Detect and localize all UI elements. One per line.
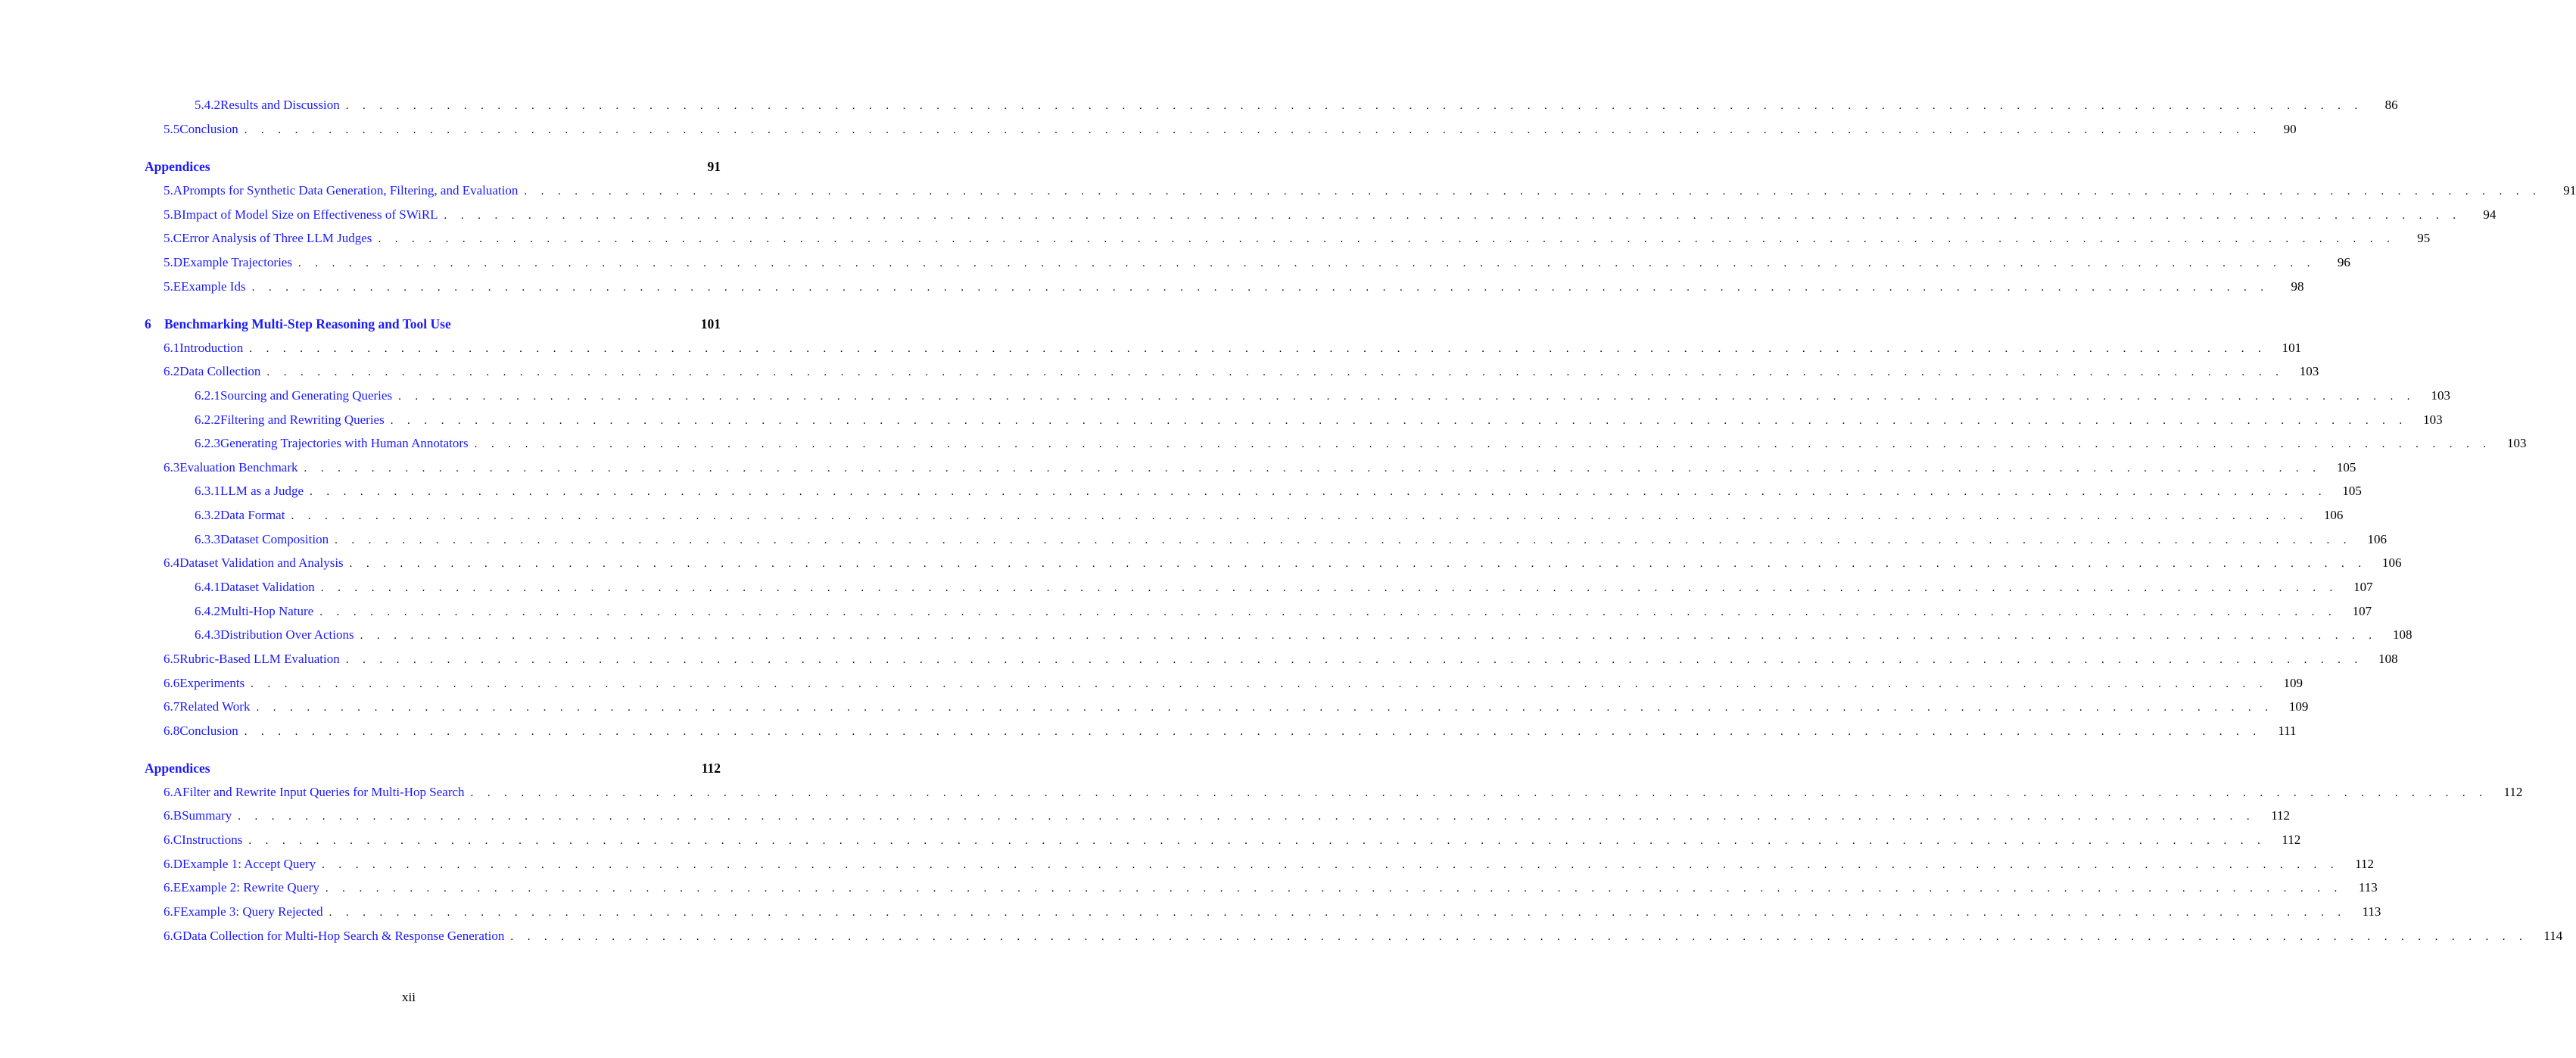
toc-page-number: 114 bbox=[2543, 929, 2563, 943]
page-number: xii bbox=[402, 990, 416, 1004]
toc-entry-number: 6.D bbox=[164, 857, 183, 871]
toc-page-number: 95 bbox=[2417, 231, 2431, 245]
toc-entry-title[interactable]: Data Collection for Multi-Hop Search & Response Generation bbox=[182, 929, 505, 943]
toc-entry-number: 6.2.2 bbox=[195, 412, 220, 427]
toc-section-entry[interactable] bbox=[164, 363, 2319, 381]
toc-section-entry[interactable] bbox=[164, 182, 2576, 200]
toc-entry-number: 6.6 bbox=[164, 676, 180, 690]
toc-leader-dots: . . . . . . . . . . . . . . . . . . . . . . . . . . . . . . . . . . . . . . . . . . . . . . . . . . . . . . . . . . . . . . . . . . . . . . . . . . . . . . . . . . . . . . . . . . . . . . . . . . . . . . . . . . . . . . . . . . . . . . . . bbox=[329, 907, 2347, 919]
toc-leader-dots: . . . . . . . . . . . . . . . . . . . . . . . . . . . . . . . . . . . . . . . . . . . . . . . . . . . . . . . . . . . . . . . . . . . . . . . . . . . . . . . . . . . . . . . . . . . . . . . . . . . . . . . . . . . . . . . . . . . . . . . . bbox=[398, 391, 2416, 403]
toc-entry-title[interactable]: Data Collection bbox=[179, 364, 261, 378]
toc-entry-title[interactable]: Related Work bbox=[179, 699, 251, 714]
toc-page-number: 96 bbox=[2337, 255, 2350, 269]
toc-page-number: 105 bbox=[2336, 460, 2356, 475]
toc-entry-title[interactable]: Conclusion bbox=[179, 122, 238, 136]
toc-page-number: 112 bbox=[2355, 857, 2374, 871]
toc-entry-number: 6.3.1 bbox=[195, 484, 220, 498]
toc-entry-title[interactable]: Experiments bbox=[179, 676, 245, 690]
toc-entry-title[interactable]: Example Trajectories bbox=[182, 255, 292, 269]
toc-entry-number: 6.4 bbox=[164, 555, 180, 570]
toc-leader-dots: . . . . . . . . . . . . . . . . . . . . . . . . . . . . . . . . . . . . . . . . . . . . . . . . . . . . . . . . . . . . . . . . . . . . . . . . . . . . . . . . . . . . . . . . . . . . . . . . . . . . . . . . . . . . . . . . . . . . . . . . bbox=[378, 233, 2396, 245]
toc-entry-title[interactable]: Dataset Composition bbox=[220, 532, 329, 546]
toc-leader-dots: . . . . . . . . . . . . . . . . . . . . . . . . . . . . . . . . . . . . . . . . . . . . . . . . . . . . . . . . . . . . . . . . . . . . . . . . . . . . . . . . . . . . . . . . . . . . . . . . . . . . . . . . . . . . . . . . . . . . . . . . bbox=[524, 185, 2542, 198]
toc-page-number: 107 bbox=[2352, 604, 2372, 618]
toc-section-entry[interactable] bbox=[164, 254, 2350, 272]
toc-entry-title[interactable]: LLM as a Judge bbox=[220, 484, 304, 498]
toc-leader-dots: . . . . . . . . . . . . . . . . . . . . . . . . . . . . . . . . . . . . . . . . . . . . . . . . . . . . . . . . . . . . . . . . . . . . . . . . . . . . . . . . . . . . . . . . . . . . . . . . . . . . . . . . . . . . . . . . . . . . . . . . bbox=[244, 124, 2262, 136]
toc-leader-dots: . . . . . . . . . . . . . . . . . . . . . . . . . . . . . . . . . . . . . . . . . . . . . . . . . . . . . . . . . . . . . . . . . . . . . . . . . . . . . . . . . . . . . . . . . . . . . . . . . . . . . . . . . . . . . . . . . . . . . . . . bbox=[320, 582, 2338, 594]
toc-entry-number: 6.3.3 bbox=[195, 532, 220, 546]
toc-leader-dots: . . . . . . . . . . . . . . . . . . . . . . . . . . . . . . . . . . . . . . . . . . . . . . . . . . . . . . . . . . . . . . . . . . . . . . . . . . . . . . . . . . . . . . . . . . . . . . . . . . . . . . . . . . . . . . . . . . . . . . . . bbox=[390, 415, 2408, 427]
toc-entry-title[interactable]: Results and Discussion bbox=[220, 98, 340, 112]
toc-page-number: 90 bbox=[2283, 122, 2297, 136]
toc-leader-dots: . . . . . . . . . . . . . . . . . . . . . . . . . . . . . . . . . . . . . . . . . . . . . . . . . . . . . . . . . . . . . . . . . . . . . . . . . . . . . . . . . . . . . . . . . . . . . . . . . . . . . . . . . . . . . . . . . . . . . . . . bbox=[319, 606, 2338, 618]
toc-entry-number: 6.3 bbox=[164, 460, 180, 475]
toc-entry-number: 6.1 bbox=[164, 341, 180, 355]
toc-entry-title[interactable]: Summary bbox=[182, 808, 232, 823]
toc-section-entry[interactable] bbox=[164, 831, 2301, 849]
toc-leader-dots: . . . . . . . . . . . . . . . . . . . . . . . . . . . . . . . . . . . . . . . . . . . . . . . . . . . . . . . . . . . . . . . . . . . . . . . . . . . . . . . . . . . . . . . . . . . . . . . . . . . . . . . . . . . . . . . . . . . . . . . . bbox=[244, 726, 2262, 738]
toc-section-entry[interactable] bbox=[164, 903, 2381, 921]
toc-subsection-entry[interactable] bbox=[195, 96, 2398, 114]
toc-entry-number: 5.4.2 bbox=[195, 98, 220, 112]
toc-entry-number: 6.2.3 bbox=[195, 436, 220, 450]
toc-subsection-entry[interactable] bbox=[195, 506, 2344, 524]
toc-section-entry[interactable] bbox=[164, 698, 2309, 716]
toc-entry-title[interactable]: Sourcing and Generating Queries bbox=[220, 388, 393, 403]
toc-leader-dots: . . . . . . . . . . . . . . . . . . . . . . . . . . . . . . . . . . . . . . . . . . . . . . . . . . . . . . . . . . . . . . . . . . . . . . . . . . . . . . . . . . . . . . . . . . . . . . . . . . . . . . . . . . . . . . . . . . . . . . . . bbox=[291, 510, 2309, 522]
toc-entry-title[interactable]: Data Format bbox=[220, 508, 285, 522]
toc-page-number: 106 bbox=[2367, 532, 2387, 546]
toc-page-number: 106 bbox=[2323, 508, 2344, 522]
toc-leader-dots: . . . . . . . . . . . . . . . . . . . . . . . . . . . . . . . . . . . . . . . . . . . . . . . . . . . . . . . . . . . . . . . . . . . . . . . . . . . . . . . . . . . . . . . . . . . . . . . . . . . . . . . . . . . . . . . . . . . . . . . . bbox=[297, 257, 2316, 269]
toc-entry-number: 5.C bbox=[164, 231, 182, 245]
toc-section-entry[interactable] bbox=[164, 807, 2291, 825]
toc-page-number: 105 bbox=[2342, 484, 2362, 498]
toc-entry-title[interactable]: Instructions bbox=[182, 832, 243, 847]
toc-entry-number: 6.B bbox=[164, 808, 182, 823]
toc-chapter-entry[interactable] bbox=[145, 759, 721, 777]
toc-section-entry[interactable] bbox=[164, 722, 2297, 740]
toc-subsection-entry[interactable] bbox=[195, 578, 2373, 596]
toc-entry-title[interactable]: Example Ids bbox=[181, 279, 246, 294]
toc-entry-title[interactable]: Dataset Validation and Analysis bbox=[179, 555, 344, 570]
toc-subsection-entry[interactable] bbox=[195, 602, 2372, 621]
toc-entry-number: 6.A bbox=[164, 785, 183, 799]
toc-entry-title[interactable]: Example 3: Query Rejected bbox=[180, 904, 323, 919]
toc-leader-dots: . . . . . . . . . . . . . . . . . . . . . . . . . . . . . . . . . . . . . . . . . . . . . . . . . . . . . . . . . . . . . . . . . . . . . . . . . . . . . . . . . . . . . . . . . . . . . . . . . . . . . . . . . . . . . . . . . . . . . . . . bbox=[335, 534, 2352, 546]
toc-entry-title[interactable]: Filtering and Rewriting Queries bbox=[220, 412, 385, 427]
toc-leader-dots: . . . . . . . . . . . . . . . . . . . . . . . . . . . . . . . . . . . . . . . . . . . . . . . . . . . . . . . . . . . . . . . . . . . . . . . . . . . . . . . . . . . . . . . . . . . . . . . . . . . . . . . . . . . . . . . . . . . . . . . . bbox=[470, 787, 2488, 799]
toc-page-number: 98 bbox=[2291, 279, 2304, 294]
toc-page-number: 94 bbox=[2483, 207, 2497, 222]
toc-page-number: 113 bbox=[2358, 880, 2378, 895]
toc-page-number: 91 bbox=[2563, 183, 2576, 198]
toc-page-number: 112 bbox=[701, 761, 721, 776]
toc-entry-title[interactable]: Impact of Model Size on Effectiveness of SWiRL bbox=[182, 207, 438, 222]
toc-section-entry[interactable] bbox=[164, 927, 2563, 945]
toc-section-entry[interactable] bbox=[164, 855, 2374, 873]
toc-page-number: 103 bbox=[2423, 412, 2443, 427]
toc-entry-title[interactable]: Multi-Hop Nature bbox=[220, 604, 314, 618]
toc-page-number: 106 bbox=[2382, 555, 2402, 570]
toc-entry-number: 6.E bbox=[164, 880, 182, 895]
toc-leader-dots: . . . . . . . . . . . . . . . . . . . . . . . . . . . . . . . . . . . . . . . . . . . . . . . . . . . . . . . . . . . . . . . . . . . . . . . . . . . . . . . . . . . . . . . . . . . . . . . . . . . . . . . . . . . . . . . . . . . . . . . . bbox=[510, 931, 2528, 943]
toc-subsection-entry[interactable] bbox=[195, 387, 2450, 405]
toc-page-number: 112 bbox=[2503, 785, 2523, 799]
toc-entry-title[interactable]: Rubric-Based LLM Evaluation bbox=[179, 652, 340, 666]
toc-subsection-entry[interactable] bbox=[195, 411, 2443, 429]
toc-entry-number: 6.4.1 bbox=[195, 580, 220, 594]
toc-entry-number: 6.7 bbox=[164, 699, 180, 714]
toc-entry-number: 6.8 bbox=[164, 723, 180, 738]
toc-page-number: 103 bbox=[2507, 436, 2527, 450]
toc-page-number: 103 bbox=[2299, 364, 2319, 378]
toc-leader-dots: . . . . . . . . . . . . . . . . . . . . . . . . . . . . . . . . . . . . . . . . . . . . . . . . . . . . . . . . . . . . . . . . . . . . . . . . . . . . . . . . . . . . . . . . . . . . . . . . . . . . . . . . . . . . . . . . . . . . . . . . bbox=[251, 282, 2269, 294]
toc-entry-title[interactable]: Benchmarking Multi-Step Reasoning and Tool Use bbox=[164, 316, 451, 331]
toc-leader-dots: . . . . . . . . . . . . . . . . . . . . . . . . . . . . . . . . . . . . . . . . . . . . . . . . . . . . . . . . . . . . . . . . . . . . . . . . . . . . . . . . . . . . . . . . . . . . . . . . . . . . . . . . . . . . . . . . . . . . . . . . bbox=[360, 630, 2378, 642]
toc-entry-title[interactable]: Evaluation Benchmark bbox=[179, 460, 298, 475]
toc-leader-dots: . . . . . . . . . . . . . . . . . . . . . . . . . . . . . . . . . . . . . . . . . . . . . . . . . . . . . . . . . . . . . . . . . . . . . . . . . . . . . . . . . . . . . . . . . . . . . . . . . . . . . . . . . . . . . . . . . . . . . . . . bbox=[322, 859, 2339, 871]
toc-entry-number: 6 bbox=[145, 316, 151, 331]
toc-section-entry[interactable] bbox=[164, 206, 2497, 224]
toc-page-number: 91 bbox=[707, 159, 721, 174]
toc-entry-title[interactable]: Example 1: Accept Query bbox=[182, 857, 316, 871]
toc-chapter-entry[interactable] bbox=[145, 157, 721, 176]
toc-entry-title[interactable]: Distribution Over Actions bbox=[220, 627, 354, 642]
toc-entry-title[interactable]: Appendices bbox=[145, 761, 210, 776]
toc-entry-number: 5.5 bbox=[164, 122, 180, 136]
toc-entry-number: 6.4.2 bbox=[195, 604, 220, 618]
toc-section-entry[interactable] bbox=[164, 459, 2356, 477]
toc-subsection-entry[interactable] bbox=[195, 531, 2387, 549]
toc-leader-dots: . . . . . . . . . . . . . . . . . . . . . . . . . . . . . . . . . . . . . . . . . . . . . . . . . . . . . . . . . . . . . . . . . . . . . . . . . . . . . . . . . . . . . . . . . . . . . . . . . . . . . . . . . . . . . . . . . . . . . . . . bbox=[444, 210, 2462, 222]
toc-entry-number: 6.5 bbox=[164, 652, 180, 666]
toc-entry-number: 5.E bbox=[164, 279, 182, 294]
toc-page-number: 108 bbox=[2392, 627, 2412, 642]
toc-leader-dots: . . . . . . . . . . . . . . . . . . . . . . . . . . . . . . . . . . . . . . . . . . . . . . . . . . . . . . . . . . . . . . . . . . . . . . . . . . . . . . . . . . . . . . . . . . . . . . . . . . . . . . . . . . . . . . . . . . . . . . . . bbox=[345, 100, 2363, 112]
toc-leader-dots: . . . . . . . . . . . . . . . . . . . . . . . . . . . . . . . . . . . . . . . . . . . . . . . . . . . . . . . . . . . . . . . . . . . . . . . . . . . . . . . . . . . . . . . . . . . . . . . . . . . . . . . . . . . . . . . . . . . . . . . . bbox=[310, 486, 2327, 498]
toc-page-number: 108 bbox=[2378, 652, 2398, 666]
toc-entry-title[interactable]: Error Analysis of Three LLM Judges bbox=[182, 231, 372, 245]
toc-leader-dots: . . . . . . . . . . . . . . . . . . . . . . . . . . . . . . . . . . . . . . . . . . . . . . . . . . . . . . . . . . . . . . . . . . . . . . . . . . . . . . . . . . . . . . . . . . . . . . . . . . . . . . . . . . . . . . . . . . . . . . . . bbox=[251, 678, 2269, 690]
toc-page-number: 109 bbox=[2283, 676, 2303, 690]
toc-leader-dots: . . . . . . . . . . . . . . . . . . . . . . . . . . . . . . . . . . . . . . . . . . . . . . . . . . . . . . . . . . . . . . . . . . . . . . . . . . . . . . . . . . . . . . . . . . . . . . . . . . . . . . . . . . . . . . . . . . . . . . . . bbox=[304, 462, 2322, 475]
toc-page-number: 107 bbox=[2353, 580, 2373, 594]
toc-section-entry[interactable] bbox=[164, 554, 2402, 572]
toc-page-number: 111 bbox=[2278, 723, 2297, 738]
toc-entry-number: 6.4.3 bbox=[195, 627, 220, 642]
toc-page-number: 103 bbox=[2431, 388, 2450, 403]
toc-entry-number: 6.2.1 bbox=[195, 388, 220, 403]
toc-section-entry[interactable] bbox=[164, 339, 2302, 357]
toc-leader-dots: . . . . . . . . . . . . . . . . . . . . . . . . . . . . . . . . . . . . . . . . . . . . . . . . . . . . . . . . . . . . . . . . . . . . . . . . . . . . . . . . . . . . . . . . . . . . . . . . . . . . . . . . . . . . . . . . . . . . . . . . bbox=[349, 558, 2367, 570]
toc-entry-title[interactable]: Dataset Validation bbox=[220, 580, 315, 594]
toc-page-number: 112 bbox=[2271, 808, 2291, 823]
toc-entry-title[interactable]: Prompts for Synthetic Data Generation, Filtering, and Evaluation bbox=[182, 183, 519, 198]
toc-entry-number: 5.B bbox=[164, 207, 182, 222]
toc-entry-number: 6.G bbox=[164, 929, 183, 943]
toc-entry-number: 6.2 bbox=[164, 364, 180, 378]
toc-entry-number: 6.C bbox=[164, 832, 182, 847]
toc-leader-dots: . . . . . . . . . . . . . . . . . . . . . . . . . . . . . . . . . . . . . . . . . . . . . . . . . . . . . . . . . . . . . . . . . . . . . . . . . . . . . . . . . . . . . . . . . . . . . . . . . . . . . . . . . . . . . . . . . . . . . . . . bbox=[238, 811, 2256, 823]
toc-page-number: 109 bbox=[2288, 699, 2309, 714]
toc-section-entry[interactable] bbox=[164, 229, 2431, 247]
toc-entry-number: 5.D bbox=[164, 255, 183, 269]
toc-entry-title[interactable]: Example 2: Rewrite Query bbox=[181, 880, 319, 895]
toc-entry-number: 6.F bbox=[164, 904, 181, 919]
toc-leader-dots: . . . . . . . . . . . . . . . . . . . . . . . . . . . . . . . . . . . . . . . . . . . . . . . . . . . . . . . . . . . . . . . . . . . . . . . . . . . . . . . . . . . . . . . . . . . . . . . . . . . . . . . . . . . . . . . . . . . . . . . . bbox=[249, 343, 2267, 355]
toc-section-entry[interactable] bbox=[164, 278, 2304, 296]
toc-leader-dots: . . . . . . . . . . . . . . . . . . . . . . . . . . . . . . . . . . . . . . . . . . . . . . . . . . . . . . . . . . . . . . . . . . . . . . . . . . . . . . . . . . . . . . . . . . . . . . . . . . . . . . . . . . . . . . . . . . . . . . . . bbox=[325, 882, 2343, 895]
toc-subsection-entry[interactable] bbox=[195, 434, 2527, 453]
toc-entry-title[interactable]: Filter and Rewrite Input Queries for Multi-Hop Search bbox=[182, 785, 465, 799]
toc-entry-number: 5.A bbox=[164, 183, 183, 198]
toc-entry-title[interactable]: Generating Trajectories with Human Annotators bbox=[220, 436, 469, 450]
toc-leader-dots: . . . . . . . . . . . . . . . . . . . . . . . . . . . . . . . . . . . . . . . . . . . . . . . . . . . . . . . . . . . . . . . . . . . . . . . . . . . . . . . . . . . . . . . . . . . . . . . . . . . . . . . . . . . . . . . . . . . . . . . . bbox=[345, 654, 2363, 666]
toc-entry-title[interactable]: Conclusion bbox=[179, 723, 238, 738]
toc-chapter-entry[interactable] bbox=[145, 315, 721, 333]
toc-entry-title[interactable]: Appendices bbox=[145, 159, 210, 174]
toc-page-number: 113 bbox=[2362, 904, 2381, 919]
toc-section-entry[interactable] bbox=[164, 879, 2378, 897]
toc-leader-dots: . . . . . . . . . . . . . . . . . . . . . . . . . . . . . . . . . . . . . . . . . . . . . . . . . . . . . . . . . . . . . . . . . . . . . . . . . . . . . . . . . . . . . . . . . . . . . . . . . . . . . . . . . . . . . . . . . . . . . . . . bbox=[256, 702, 2274, 714]
toc-page-number: 112 bbox=[2282, 832, 2301, 847]
toc-page-number: 101 bbox=[700, 316, 721, 331]
toc-subsection-entry[interactable] bbox=[195, 626, 2412, 644]
toc-section-entry[interactable] bbox=[164, 120, 2297, 138]
toc-leader-dots: . . . . . . . . . . . . . . . . . . . . . . . . . . . . . . . . . . . . . . . . . . . . . . . . . . . . . . . . . . . . . . . . . . . . . . . . . . . . . . . . . . . . . . . . . . . . . . . . . . . . . . . . . . . . . . . . . . . . . . . . bbox=[266, 366, 2285, 378]
toc-entry-title[interactable]: Introduction bbox=[179, 341, 244, 355]
toc-section-entry[interactable] bbox=[164, 650, 2398, 668]
toc-subsection-entry[interactable] bbox=[195, 482, 2362, 500]
toc-page-number: 86 bbox=[2384, 98, 2398, 112]
toc-page-number: 101 bbox=[2282, 341, 2302, 355]
toc-leader-dots: . . . . . . . . . . . . . . . . . . . . . . . . . . . . . . . . . . . . . . . . . . . . . . . . . . . . . . . . . . . . . . . . . . . . . . . . . . . . . . . . . . . . . . . . . . . . . . . . . . . . . . . . . . . . . . . . . . . . . . . . bbox=[474, 438, 2492, 450]
toc-entry-number: 6.3.2 bbox=[195, 508, 220, 522]
toc-leader-dots: . . . . . . . . . . . . . . . . . . . . . . . . . . . . . . . . . . . . . . . . . . . . . . . . . . . . . . . . . . . . . . . . . . . . . . . . . . . . . . . . . . . . . . . . . . . . . . . . . . . . . . . . . . . . . . . . . . . . . . . . bbox=[248, 835, 2266, 847]
toc-section-entry[interactable] bbox=[164, 674, 2303, 692]
toc-section-entry[interactable] bbox=[164, 783, 2523, 801]
